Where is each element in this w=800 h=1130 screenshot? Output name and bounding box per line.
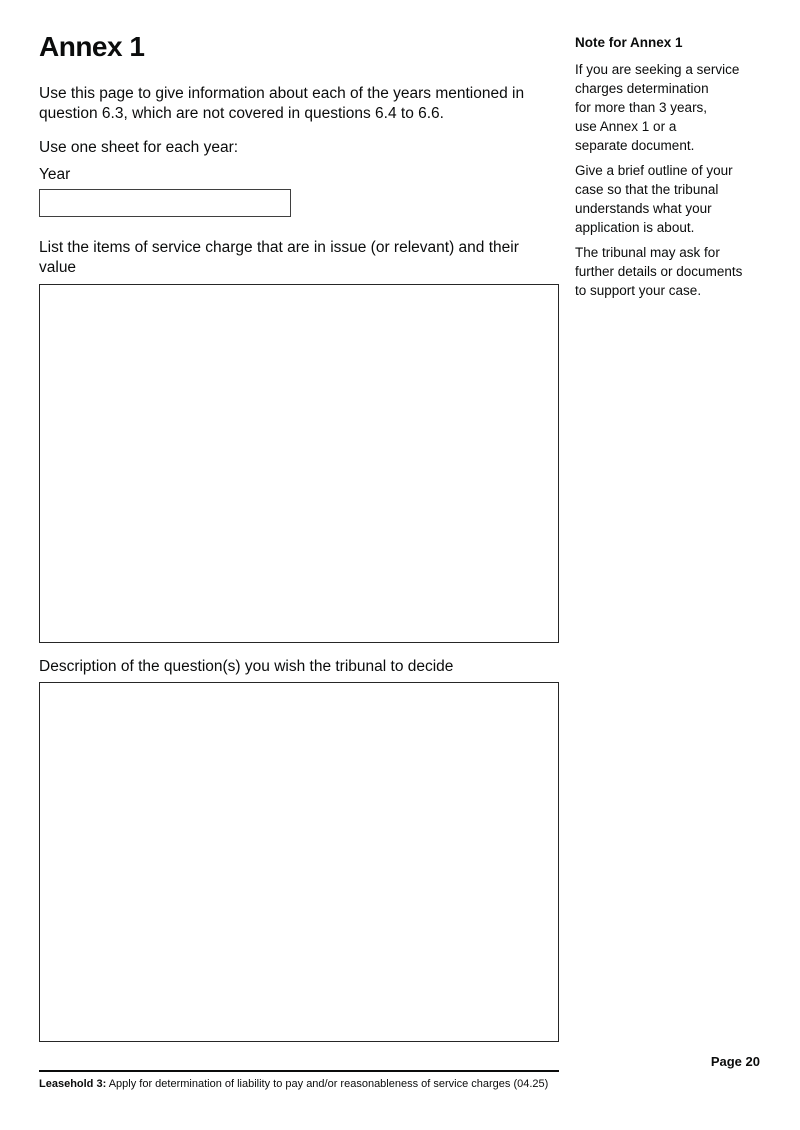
- note-p1-line-3: for more than 3 years,: [575, 100, 708, 115]
- note-sidebar: [575, 34, 775, 306]
- note-p2-line-1: Give a brief outline of your: [575, 163, 733, 178]
- note-p2-line-3: understands what your: [575, 201, 712, 216]
- intro-line-2: question 6.3, which are not covered in questions 6.4 to 6.6.: [39, 105, 444, 122]
- page-number: Page 20: [710, 1054, 760, 1069]
- note-paragraph-3: [575, 243, 775, 300]
- service-charge-items-label: [39, 238, 564, 278]
- intro-text: [39, 84, 564, 124]
- footer-form-id: Leasehold 3:: [39, 1078, 107, 1090]
- note-p1-line-5: separate document.: [575, 138, 695, 153]
- service-charge-items-textarea[interactable]: [39, 284, 559, 643]
- note-title: Note for Annex 1: [575, 35, 683, 50]
- service-charge-items-label-line-2: value: [39, 259, 77, 276]
- description-textarea[interactable]: [39, 682, 559, 1042]
- footer-form-description: Apply for determination of liability to pay and/or reasonableness of service charges (04.25): [106, 1078, 549, 1090]
- intro-line-1: Use this page to give information about each of the years mentioned in: [39, 85, 525, 102]
- note-p1-line-4: use Annex 1 or a: [575, 119, 677, 134]
- note-p1-line-2: charges determination: [575, 81, 709, 96]
- year-label: Year: [39, 166, 71, 183]
- note-p3-line-1: The tribunal may ask for: [575, 245, 720, 260]
- note-p1-line-1: If you are seeking a service: [575, 62, 740, 77]
- note-p2-line-4: application is about.: [575, 220, 695, 235]
- description-label: Description of the question(s) you wish the tribunal to decide: [39, 658, 454, 675]
- note-p3-line-2: further details or documents: [575, 264, 743, 279]
- note-paragraph-2: [575, 161, 775, 237]
- service-charge-items-label-line-1: List the items of service charge that are in issue (or relevant) and their: [39, 239, 519, 256]
- sheet-instruction: Use one sheet for each year:: [39, 139, 239, 156]
- note-p3-line-3: to support your case.: [575, 283, 702, 298]
- footer-text: [39, 1077, 759, 1091]
- note-paragraph-1: [575, 60, 775, 155]
- footer-divider: [39, 1070, 559, 1072]
- note-p2-line-2: case so that the tribunal: [575, 182, 719, 197]
- page-title: Annex 1: [39, 31, 145, 62]
- year-input[interactable]: [39, 189, 291, 217]
